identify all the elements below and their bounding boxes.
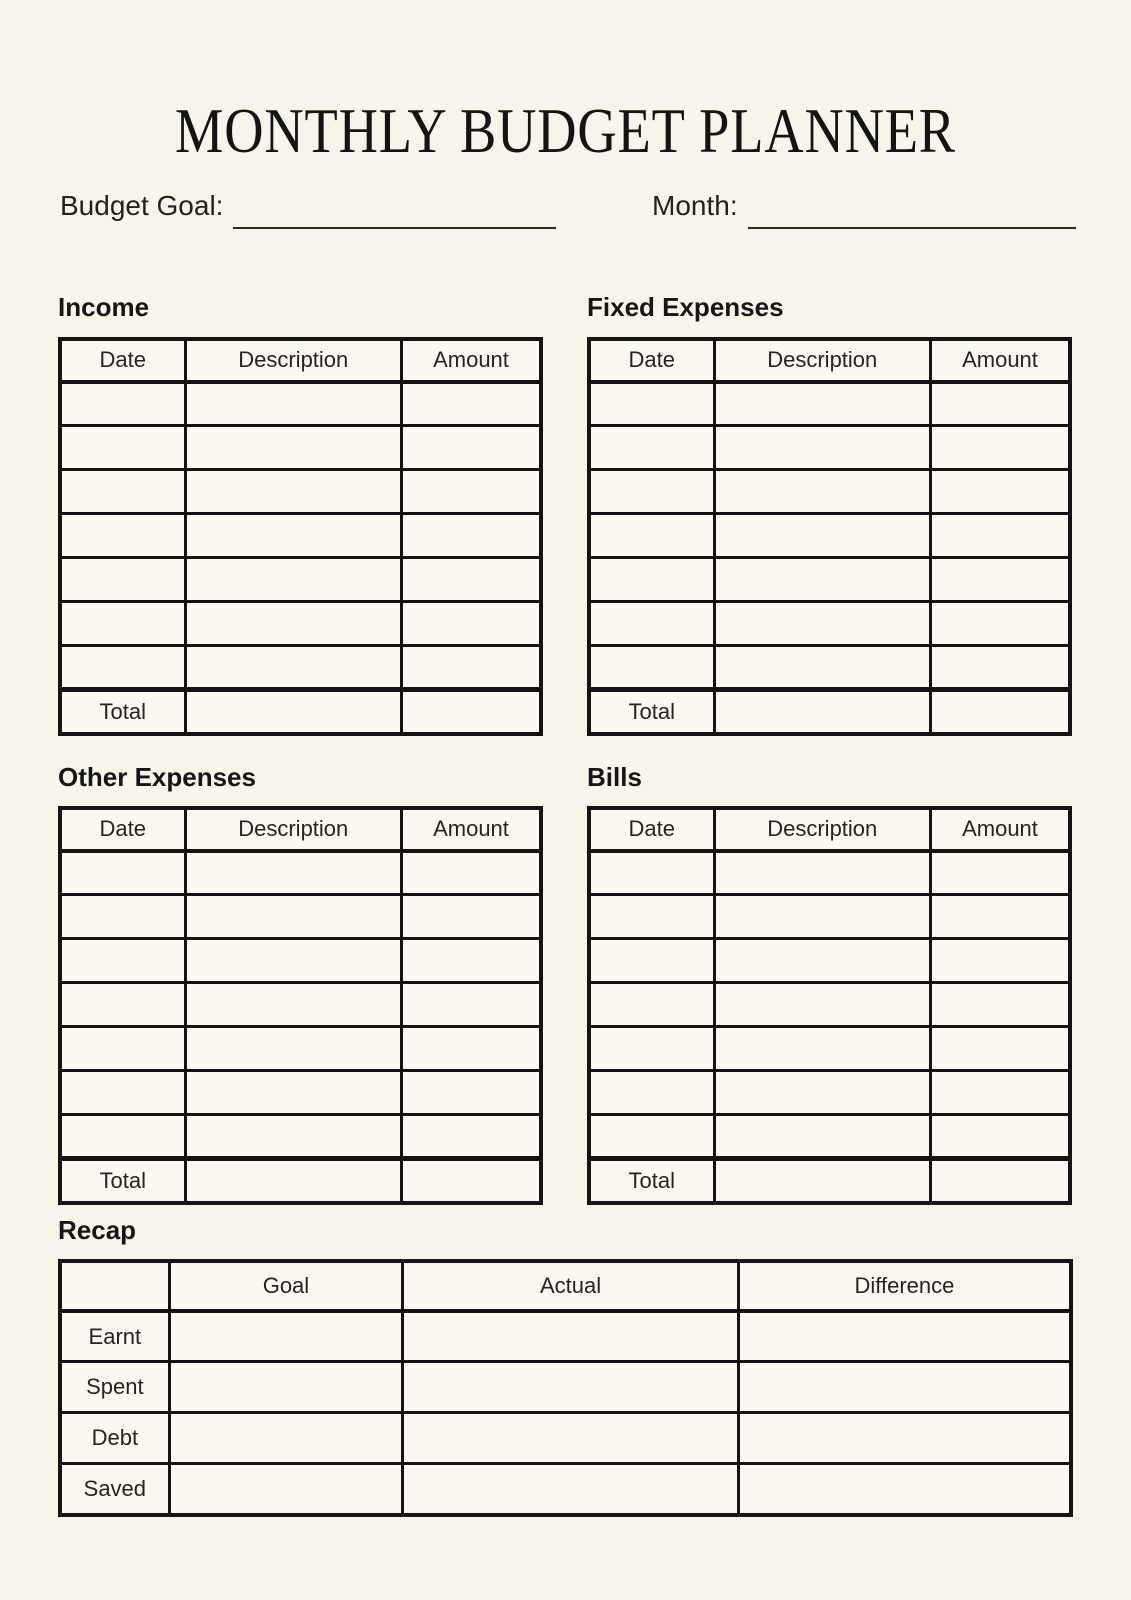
recap-cell [169, 1362, 403, 1413]
entry-cell [185, 646, 401, 690]
total-amount-cell [930, 690, 1070, 734]
entry-cell [714, 939, 930, 983]
total-amount-cell [930, 1159, 1070, 1203]
recap-cell [403, 1413, 739, 1464]
entry-cell [930, 602, 1070, 646]
entry-cell [185, 382, 401, 426]
section-title-income: Income [58, 292, 150, 323]
entry-row [589, 470, 1070, 514]
entry-cell [185, 426, 401, 470]
recap-row-label: Spent [60, 1362, 169, 1413]
entry-cell [930, 426, 1070, 470]
entry-row [60, 895, 541, 939]
entry-cell [930, 851, 1070, 895]
entry-cell [930, 514, 1070, 558]
entry-row [60, 602, 541, 646]
recap-cell [738, 1362, 1071, 1413]
total-row [60, 690, 541, 734]
fixed-expenses-table [587, 337, 1072, 736]
budget-goal-write-line [233, 201, 556, 229]
entry-cell [930, 1071, 1070, 1115]
entry-cell [401, 470, 541, 514]
entry-cell [401, 983, 541, 1027]
entry-cell [714, 602, 930, 646]
entry-cell [60, 382, 185, 426]
entry-cell [401, 1027, 541, 1071]
entry-cell [930, 646, 1070, 690]
entry-row [60, 851, 541, 895]
entry-cell [930, 382, 1070, 426]
total-description-cell [714, 690, 930, 734]
entry-cell [185, 1027, 401, 1071]
entry-row [589, 851, 1070, 895]
entry-cell [589, 895, 714, 939]
total-label: Total [60, 1159, 185, 1203]
entry-cell [60, 646, 185, 690]
entry-cell [589, 558, 714, 602]
total-row [589, 1159, 1070, 1203]
income-table [58, 337, 543, 736]
total-row [60, 1159, 541, 1203]
entry-row [589, 514, 1070, 558]
entry-cell [185, 558, 401, 602]
entry-cell [60, 1071, 185, 1115]
entry-cell [714, 558, 930, 602]
entry-row [60, 646, 541, 690]
entry-row [589, 646, 1070, 690]
entry-cell [401, 602, 541, 646]
entry-cell [401, 514, 541, 558]
entry-cell [401, 939, 541, 983]
entry-cell [589, 851, 714, 895]
header-row [60, 808, 541, 851]
recap-row-label: Debt [60, 1413, 169, 1464]
column-header-date: Date [589, 339, 714, 382]
entry-row [60, 983, 541, 1027]
month-label: Month: [652, 190, 738, 222]
entry-row [60, 382, 541, 426]
entry-cell [60, 426, 185, 470]
column-header-description: Description [714, 808, 930, 851]
total-row [589, 690, 1070, 734]
entry-row [60, 939, 541, 983]
section-bills [587, 762, 1072, 1205]
header-row [589, 808, 1070, 851]
other-expenses-table [58, 806, 543, 1205]
section-title-fixed-expenses: Fixed Expenses [587, 292, 784, 323]
entry-cell [930, 983, 1070, 1027]
entry-row [60, 426, 541, 470]
entry-row [589, 1115, 1070, 1159]
entry-cell [60, 983, 185, 1027]
recap-row-spent [60, 1362, 1071, 1413]
entry-cell [589, 426, 714, 470]
recap-cell [169, 1311, 403, 1362]
entry-cell [714, 983, 930, 1027]
entry-row [589, 1027, 1070, 1071]
entry-cell [60, 602, 185, 646]
header-fields [60, 190, 1076, 222]
total-amount-cell [401, 690, 541, 734]
entry-cell [589, 382, 714, 426]
recap-cell [169, 1413, 403, 1464]
recap-row-label: Earnt [60, 1311, 169, 1362]
recap-row-earnt [60, 1311, 1071, 1362]
column-header-description: Description [185, 808, 401, 851]
entry-row [589, 426, 1070, 470]
entry-cell [589, 602, 714, 646]
header-row [589, 339, 1070, 382]
column-header-amount: Amount [401, 808, 541, 851]
recap-column-header-difference: Difference [738, 1261, 1071, 1311]
column-header-date: Date [589, 808, 714, 851]
column-header-description: Description [185, 339, 401, 382]
entry-cell [589, 983, 714, 1027]
recap-cell [403, 1311, 739, 1362]
entry-cell [589, 514, 714, 558]
entry-row [589, 382, 1070, 426]
recap-cell [738, 1464, 1071, 1515]
ledger-tables-grid [58, 292, 1073, 1204]
entry-cell [714, 646, 930, 690]
recap-cell [403, 1362, 739, 1413]
section-other-expenses [58, 762, 543, 1205]
column-header-description: Description [714, 339, 930, 382]
entry-row [589, 1071, 1070, 1115]
section-title-bills: Bills [587, 761, 642, 792]
bills-table [587, 806, 1072, 1205]
entry-cell [185, 1071, 401, 1115]
section-fixed-expenses [587, 292, 1072, 735]
entry-row [60, 1027, 541, 1071]
entry-row [60, 514, 541, 558]
entry-cell [185, 1115, 401, 1159]
entry-cell [60, 895, 185, 939]
entry-row [589, 983, 1070, 1027]
recap-header-row [60, 1261, 1071, 1311]
entry-cell [185, 851, 401, 895]
month-field [652, 190, 1076, 222]
entry-cell [930, 1115, 1070, 1159]
entry-cell [185, 514, 401, 558]
column-header-date: Date [60, 339, 185, 382]
entry-row [60, 1115, 541, 1159]
total-amount-cell [401, 1159, 541, 1203]
section-income [58, 292, 543, 735]
entry-row [589, 939, 1070, 983]
recap-column-header-actual: Actual [403, 1261, 739, 1311]
total-description-cell [185, 1159, 401, 1203]
entry-cell [589, 646, 714, 690]
entry-cell [60, 558, 185, 602]
entry-cell [930, 895, 1070, 939]
entry-cell [185, 939, 401, 983]
entry-cell [60, 514, 185, 558]
entry-cell [401, 426, 541, 470]
entry-cell [401, 895, 541, 939]
budget-goal-field [60, 190, 556, 222]
entry-cell [60, 470, 185, 514]
section-title-other-expenses: Other Expenses [58, 761, 256, 792]
entry-cell [401, 1071, 541, 1115]
entry-cell [714, 1027, 930, 1071]
column-header-amount: Amount [401, 339, 541, 382]
entry-cell [714, 514, 930, 558]
entry-cell [401, 558, 541, 602]
entry-cell [401, 646, 541, 690]
entry-row [589, 895, 1070, 939]
recap-row-saved [60, 1464, 1071, 1515]
entry-cell [714, 382, 930, 426]
entry-cell [185, 470, 401, 514]
entry-cell [60, 1115, 185, 1159]
entry-cell [930, 1027, 1070, 1071]
entry-cell [714, 1071, 930, 1115]
recap-cell [169, 1464, 403, 1515]
entry-cell [930, 558, 1070, 602]
entry-cell [930, 470, 1070, 514]
entry-cell [714, 851, 930, 895]
recap-column-header-goal: Goal [169, 1261, 403, 1311]
entry-cell [401, 851, 541, 895]
entry-cell [401, 1115, 541, 1159]
entry-cell [714, 426, 930, 470]
recap-cell [738, 1413, 1071, 1464]
entry-row [60, 1071, 541, 1115]
entry-cell [589, 470, 714, 514]
entry-cell [185, 895, 401, 939]
recap-cell [738, 1311, 1071, 1362]
entry-cell [589, 1115, 714, 1159]
entry-cell [401, 382, 541, 426]
section-recap [58, 1215, 1073, 1517]
month-write-line [748, 201, 1076, 229]
entry-cell [714, 470, 930, 514]
recap-table [58, 1259, 1073, 1517]
entry-cell [185, 983, 401, 1027]
entry-cell [714, 895, 930, 939]
entry-row [60, 470, 541, 514]
recap-row-label: Saved [60, 1464, 169, 1515]
total-description-cell [185, 690, 401, 734]
total-label: Total [589, 1159, 714, 1203]
entry-cell [60, 1027, 185, 1071]
section-title-recap: Recap [58, 1214, 137, 1245]
entry-row [60, 558, 541, 602]
budget-goal-label: Budget Goal: [60, 190, 224, 222]
total-label: Total [589, 690, 714, 734]
entry-cell [60, 851, 185, 895]
entry-cell [589, 1027, 714, 1071]
entry-cell [589, 939, 714, 983]
page-title: MONTHLY BUDGET PLANNER [175, 95, 956, 166]
entry-row [589, 602, 1070, 646]
entry-cell [589, 1071, 714, 1115]
recap-corner-cell [60, 1261, 169, 1311]
total-description-cell [714, 1159, 930, 1203]
entry-cell [930, 939, 1070, 983]
entry-cell [185, 602, 401, 646]
entry-cell [60, 939, 185, 983]
column-header-amount: Amount [930, 808, 1070, 851]
entry-row [589, 558, 1070, 602]
header-row [60, 339, 541, 382]
total-label: Total [60, 690, 185, 734]
recap-cell [403, 1464, 739, 1515]
recap-row-debt [60, 1413, 1071, 1464]
column-header-amount: Amount [930, 339, 1070, 382]
column-header-date: Date [60, 808, 185, 851]
entry-cell [714, 1115, 930, 1159]
